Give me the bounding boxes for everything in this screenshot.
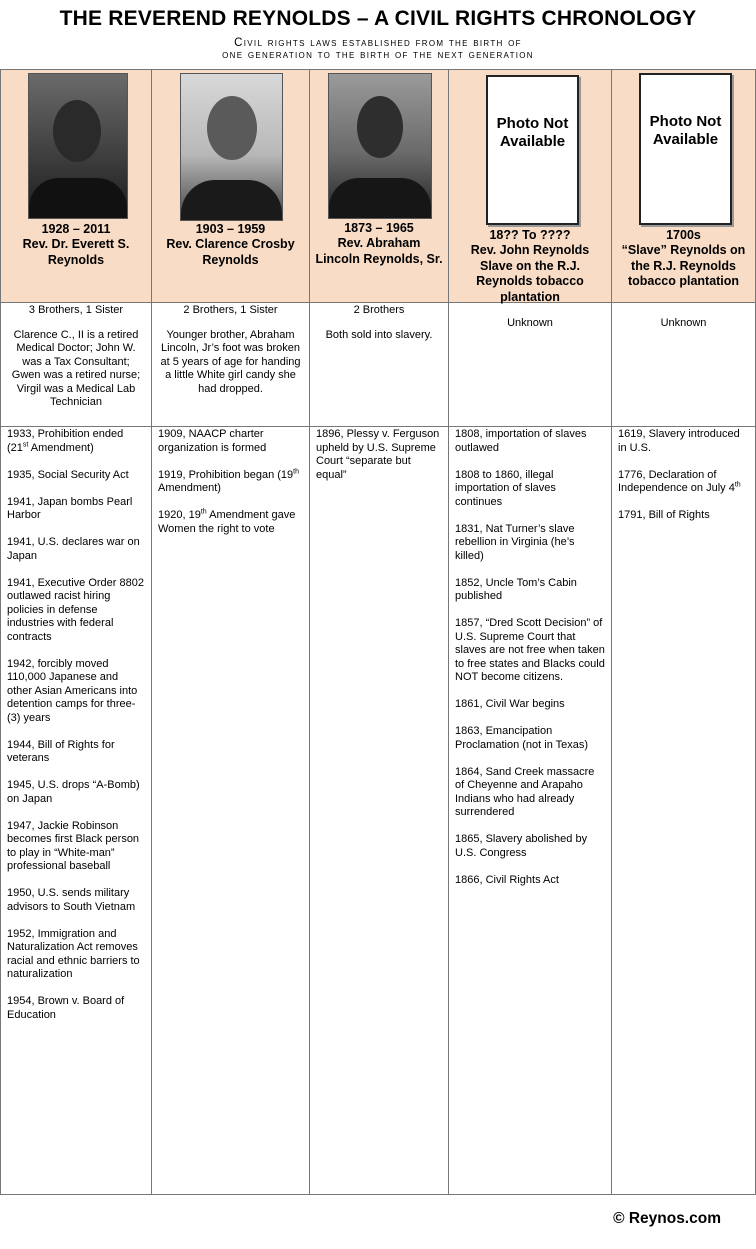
photo-not-available-john [486,75,579,225]
siblings-notes: Unknown [660,317,707,329]
name-clarence: Rev. Clarence Crosby Reynolds [166,237,295,267]
dates-abraham: 1873 – 1965 [344,221,414,235]
photo-not-available-slave [639,73,732,225]
event-item: 1945, U.S. drops “A-Bomb) on Japan [7,779,140,805]
event-item: 1944, Bill of Rights for veterans [7,738,115,764]
header-cell-john [449,70,612,303]
siblings-notes: Both sold into slavery. [325,328,433,341]
page-title: THE REVEREND REYNOLDS – A CIVIL RIGHTS CHRONOLOGY [59,7,697,30]
event-item: 1896, Plessy v. Ferguson upheld by U.S. Supreme Court “separate but equal” [316,428,440,481]
header-cell-clarence [152,70,310,303]
event-item: 1808, importation of slaves outlawed [455,428,587,454]
event-item: 1909, NAACP charter organization is formed [158,428,267,454]
events-cell-slave [612,427,756,1195]
dates-clarence: 1903 – 1959 [195,222,266,236]
photo-not-available-text: Photo Not Available [496,115,569,150]
chronology-table [0,69,756,1195]
photo-not-available-text: Photo Not Available [649,113,722,148]
header-row [1,70,756,303]
events-cell-everett [1,427,152,1195]
event-item: 1919, Prohibition began (19th Amendment) [158,467,300,494]
event-item: 1954, Brown v. Board of Education [7,995,125,1021]
siblings-count: 2 Brothers, 1 Sister [183,304,278,316]
copyright-notice: © Reynos.com [613,1210,721,1227]
event-item: 1776, Declaration of Independence on July 4th [618,468,741,494]
page-subtitle [0,37,756,61]
name-abraham: Rev. Abraham Lincoln Reynolds, Sr. [315,236,443,266]
event-item: 1619, Slavery introduced in U.S. [618,428,740,454]
siblings-count: 2 Brothers [353,304,405,316]
event-item: 1941, Executive Order 8802 outlawed racist hiring policies in defense industries with federal contracts [7,576,144,643]
events-cell-abraham [310,427,449,1195]
event-item: 1952, Immigration and Naturalization Act removes racial and ethnic barriers to naturalization [7,927,140,980]
header-cell-everett [1,70,152,303]
event-item: 1791, Bill of Rights [618,509,710,521]
header-cell-slave [612,70,756,303]
siblings-notes: Clarence C., II is a retired Medical Doctor; John W. was a Tax Consultant; Gwen was a retired nurse; Virgil was a Medical Lab Technician [11,328,141,408]
siblings-count: 3 Brothers, 1 Sister [28,304,124,316]
siblings-notes: Unknown [507,317,553,329]
event-item: 1857, “Dred Scott Decision” of U.S. Supreme Court that slaves are not free when taken to free states and Blacks could NOT become citizens. [455,617,605,683]
dates-everett: 1928 – 2011 [41,222,111,236]
events-cell-clarence [152,427,310,1195]
event-item: 1920, 19th Amendment gave Women the right to vote [158,508,296,535]
dates-slave: 1700s [666,228,701,242]
dates-john: 18?? To ???? [489,228,571,242]
portrait-abraham-photo [328,73,432,219]
siblings-cell-everett [1,303,152,427]
event-item: 1831, Nat Turner’s slave rebellion in Virginia (he’s killed) [455,522,575,562]
portrait-clarence-photo [180,73,283,221]
events-cell-john [449,427,612,1195]
siblings-cell-john [449,303,612,427]
event-item: 1865, Slavery abolished by U.S. Congress [455,833,588,859]
event-item: 1861, Civil War begins [455,698,565,710]
event-item: 1808 to 1860, illegal importation of slaves continues [455,468,556,508]
subtitle-line-2: one generation to the birth of the next generation [222,49,534,61]
event-item: 1942, forcibly moved 110,000 Japanese and other Asian Americans into detention camps for three-(3) years [7,657,138,724]
events-row [1,427,756,1195]
portrait-everett-photo [28,73,128,219]
event-item: 1866, Civil Rights Act [455,873,559,886]
name-everett: Rev. Dr. Everett S. Reynolds [22,237,130,267]
event-item: 1852, Uncle Tom’s Cabin published [455,576,577,602]
event-item: 1941, Japan bombs Pearl Harbor [7,495,133,521]
siblings-row [1,303,756,427]
header-cell-abraham [310,70,449,303]
siblings-notes: Younger brother, Abraham Lincoln, Jr’s foot was broken at 5 years of age for handing a little White girl candy she had dropped. [160,328,301,395]
event-item: 1933, Prohibition ended (21st Amendment) [7,428,124,454]
event-item: 1864, Sand Creek massacre of Cheyenne and Arapaho Indians who had already surrendered [455,765,595,818]
subtitle-line-1: Civil rights laws established from the birth of [234,37,522,49]
event-item: 1941, U.S. declares war on Japan [7,536,140,562]
siblings-cell-clarence [152,303,310,427]
event-item: 1863, Emancipation Proclamation (not in Texas) [455,725,589,751]
event-item: 1950, U.S. sends military advisors to South Vietnam [7,887,136,913]
name-john: Rev. John Reynolds Slave on the R.J. Reynolds tobacco plantation [470,243,590,304]
siblings-cell-abraham [310,303,449,427]
event-item: 1947, Jackie Robinson becomes first Black person to play in “White-man” professional baseball [7,819,140,872]
name-slave: “Slave” Reynolds on the R.J. Reynolds tobacco plantation [621,243,746,288]
event-item: 1935, Social Security Act [7,468,129,481]
siblings-cell-slave [612,303,756,427]
